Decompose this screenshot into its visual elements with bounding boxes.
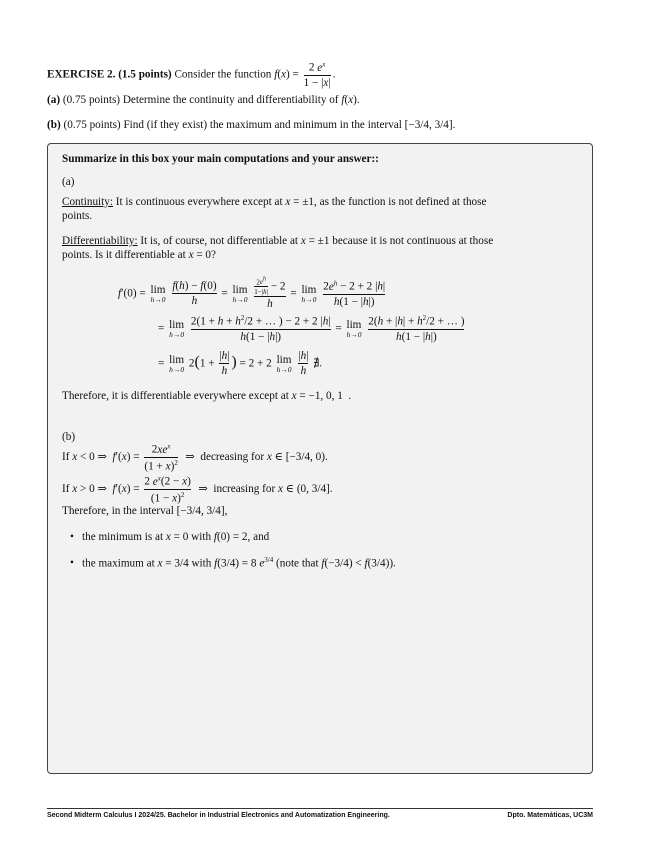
derivative-eq-1: f′(0) = lim h→0 $\frac{f(h) - f(0)}{h}$ = lim h→0 $\frac{2e^h}{1-|h|}$ − 2 h = lim h→0 $\frac{2e^h - 2 + 2 |h|}{h(1 - |h|)}$ bbox=[118, 277, 386, 311]
answer-header: Summarize in this box your main computations and your answer:: bbox=[62, 153, 379, 165]
interval-conclusion: Therefore, in the interval [−3/4, 3/4], bbox=[62, 505, 228, 517]
page-footer bbox=[47, 808, 593, 820]
footer-department: Dpto. Matemáticas, UC3M bbox=[507, 812, 593, 819]
exercise-points: (1.5 points) bbox=[118, 68, 172, 81]
continuity-line: Continuity: It is continuous everywhere except at x = ±1, as the function is not defined at those bbox=[62, 196, 487, 208]
part-a-label: (a) bbox=[62, 176, 75, 188]
derivative-negative-case: If x < 0 ⇒ f′(x) = $\frac{2xe^x}{(1 + x)^2}$ ⇒ decreasing for x ∈ [−3/4, 0). bbox=[62, 442, 328, 473]
differentiability-line-2: points. Is it differentiable at x = 0? bbox=[62, 249, 216, 261]
exercise-label: EXERCISE 2. bbox=[47, 68, 116, 81]
maximum-bullet: • the maximum at x = 3/4 with f(3/4) = 8 $e^{3/4}$ (note that f(−3/4) < f(3/4)). bbox=[82, 556, 396, 571]
derivative-positive-case: If x > 0 ⇒ f′(x) = $\frac{2 e^x(2 - x)}{(1 - x)^2}$ ⇒ increasing for x ∈ (0, 3/4]. bbox=[62, 474, 333, 505]
derivative-eq-3: = lim h→0 2(1 + $\frac{|h|}{h}$ ) = 2 + 2 lim h→0 $\frac{|h|}{h}$ ∄. bbox=[158, 350, 323, 377]
part-a-statement: (a) (0.75 points) Determine the continuity and differentiability of f(x). bbox=[47, 94, 360, 106]
minimum-bullet: • the minimum is at x = 0 with f(0) = 2, and bbox=[82, 530, 269, 545]
conclusion-a: Therefore, it is differentiable everywhere except at x = −1, 0, 1 . bbox=[62, 390, 352, 402]
differentiability-line: Differentiability: It is, of course, not differentiable at x = ±1 because it is not continuous at those bbox=[62, 235, 494, 247]
continuity-line-2: points. bbox=[62, 210, 93, 222]
function-definition: $\frac{2 e^x}{1 - |x|}$ bbox=[303, 60, 331, 89]
footer-course: Second Midterm Calculus I 2024/25. Bachelor in Industrial Electronics and Automatization Engineering. bbox=[47, 812, 390, 819]
derivative-eq-2: = lim h→0 $\frac{2(1 + h + h^2/2 + \dots ) - 2 + 2 |h|}{h(1 - |h|)}$ = lim h→0 $\frac{2(h + |h| + h^2/2 + \dots )}{h(1 - |h|)}$ bbox=[158, 314, 465, 343]
part-b-statement: (b) (0.75 points) Find (if they exist) the maximum and minimum in the interval [−3/4, 3/4]. bbox=[47, 119, 456, 131]
part-b-label: (b) bbox=[62, 431, 76, 443]
exercise-title: EXERCISE 2. (1.5 points) Consider the function f(x) = $\frac{2 e^x}{1 - |x|}$ . bbox=[47, 60, 336, 89]
exercise-intro: Consider the function bbox=[174, 68, 272, 81]
